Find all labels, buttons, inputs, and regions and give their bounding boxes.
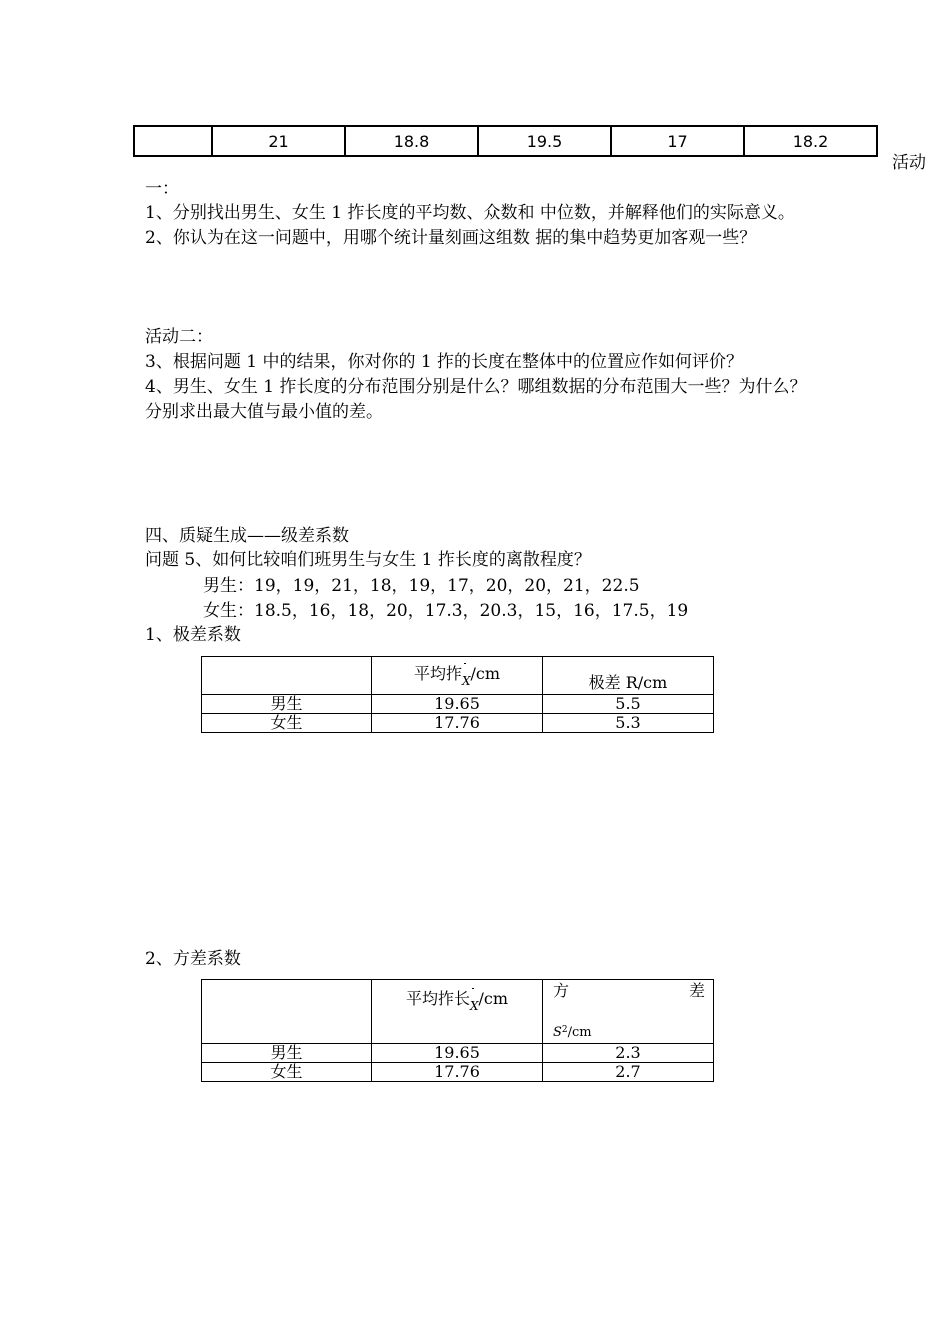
variance-value: 2.7 bbox=[543, 1063, 714, 1082]
problem-5: 问题 5、如何比较咱们班男生与女生 1 拃长度的离散程度？ bbox=[145, 550, 591, 570]
header-range-cell: 极差 R/cm bbox=[543, 657, 714, 695]
range-coef-title: 1、极差系数 bbox=[145, 625, 241, 645]
variance-value: 2.3 bbox=[543, 1044, 714, 1063]
question-4-line1: 4、男生、女生 1 拃长度的分布范围分别是什么？哪组数据的分布范围大一些？为什么？ bbox=[145, 377, 807, 397]
table-row bbox=[202, 1044, 714, 1063]
table-header-row bbox=[202, 980, 714, 1044]
header-mean-cell bbox=[372, 657, 543, 695]
table-header-row bbox=[202, 657, 714, 695]
question-4-line2: 分别求出最大值与最小值的差。 bbox=[145, 402, 383, 422]
mean-value: 19.65 bbox=[372, 695, 543, 714]
header-mean-text: 平均拃 bbox=[413, 664, 462, 683]
row-label-girls: 女生 bbox=[202, 714, 372, 733]
value-cell: 17 bbox=[611, 126, 744, 156]
header-var-b: 差 bbox=[688, 981, 705, 1000]
boys-data: 男生：19，19，21，18，19，17，20，20，21，22.5 bbox=[203, 576, 640, 596]
mean-value: 19.65 bbox=[372, 1044, 543, 1063]
row-label-cell bbox=[134, 126, 212, 156]
header-mean-text: 平均拃长 bbox=[405, 989, 470, 1008]
table-row bbox=[202, 714, 714, 733]
range-value: 5.3 bbox=[543, 714, 714, 733]
header-empty-cell bbox=[202, 657, 372, 695]
value-cell: 19.5 bbox=[478, 126, 611, 156]
activity1-heading-part2: 一： bbox=[145, 179, 179, 199]
x-bar-symbol: X bbox=[469, 999, 479, 1013]
activity1-heading-part1: 活动 bbox=[892, 153, 926, 173]
row-label-girls: 女生 bbox=[202, 1063, 372, 1082]
range-coef-table bbox=[201, 656, 714, 733]
activity2-heading: 活动二： bbox=[145, 327, 213, 347]
x-bar-symbol: X bbox=[461, 674, 471, 688]
header-mean-cell bbox=[372, 980, 543, 1044]
row-label-boys: 男生 bbox=[202, 695, 372, 714]
var-coef-title: 2、方差系数 bbox=[145, 949, 241, 969]
mean-value: 17.76 bbox=[372, 714, 543, 733]
value-cell: 21 bbox=[212, 126, 345, 156]
question-2: 2、你认为在这一问题中，用哪个统计量刻画这组数 据的集中趋势更加客观一些？ bbox=[145, 228, 757, 248]
header-var-a: 方 bbox=[553, 981, 570, 1000]
header-var-unit bbox=[553, 1024, 592, 1042]
table-row bbox=[134, 126, 877, 156]
value-cell: 18.8 bbox=[345, 126, 478, 156]
question-1: 1、分别找出男生、女生 1 拃长度的平均数、众数和 中位数，并解释他们的实际意义。 bbox=[145, 203, 795, 223]
range-value: 5.5 bbox=[543, 695, 714, 714]
question-3: 3、根据问题 1 中的结果，你对你的 1 拃的长度在整体中的位置应作如何评价？ bbox=[145, 352, 744, 372]
top-data-row-table bbox=[133, 125, 878, 157]
var-unit-text: /cm bbox=[567, 1025, 592, 1040]
var-coef-table bbox=[201, 979, 714, 1082]
row-label-boys: 男生 bbox=[202, 1044, 372, 1063]
value-cell: 18.2 bbox=[744, 126, 877, 156]
s-squared-sup: 2 bbox=[561, 1025, 568, 1035]
table-row bbox=[202, 695, 714, 714]
header-mean-unit: /cm bbox=[478, 989, 509, 1008]
girls-data: 女生：18.5，16，18，20，17.3，20.3，15，16，17.5，19 bbox=[203, 601, 689, 621]
mean-value: 17.76 bbox=[372, 1063, 543, 1082]
header-variance-cell bbox=[543, 980, 714, 1044]
s-symbol: S bbox=[553, 1025, 562, 1040]
header-mean-unit: /cm bbox=[470, 664, 501, 683]
table-row bbox=[202, 1063, 714, 1082]
section4-heading: 四、质疑生成——级差系数 bbox=[145, 526, 349, 546]
header-empty-cell bbox=[202, 980, 372, 1044]
